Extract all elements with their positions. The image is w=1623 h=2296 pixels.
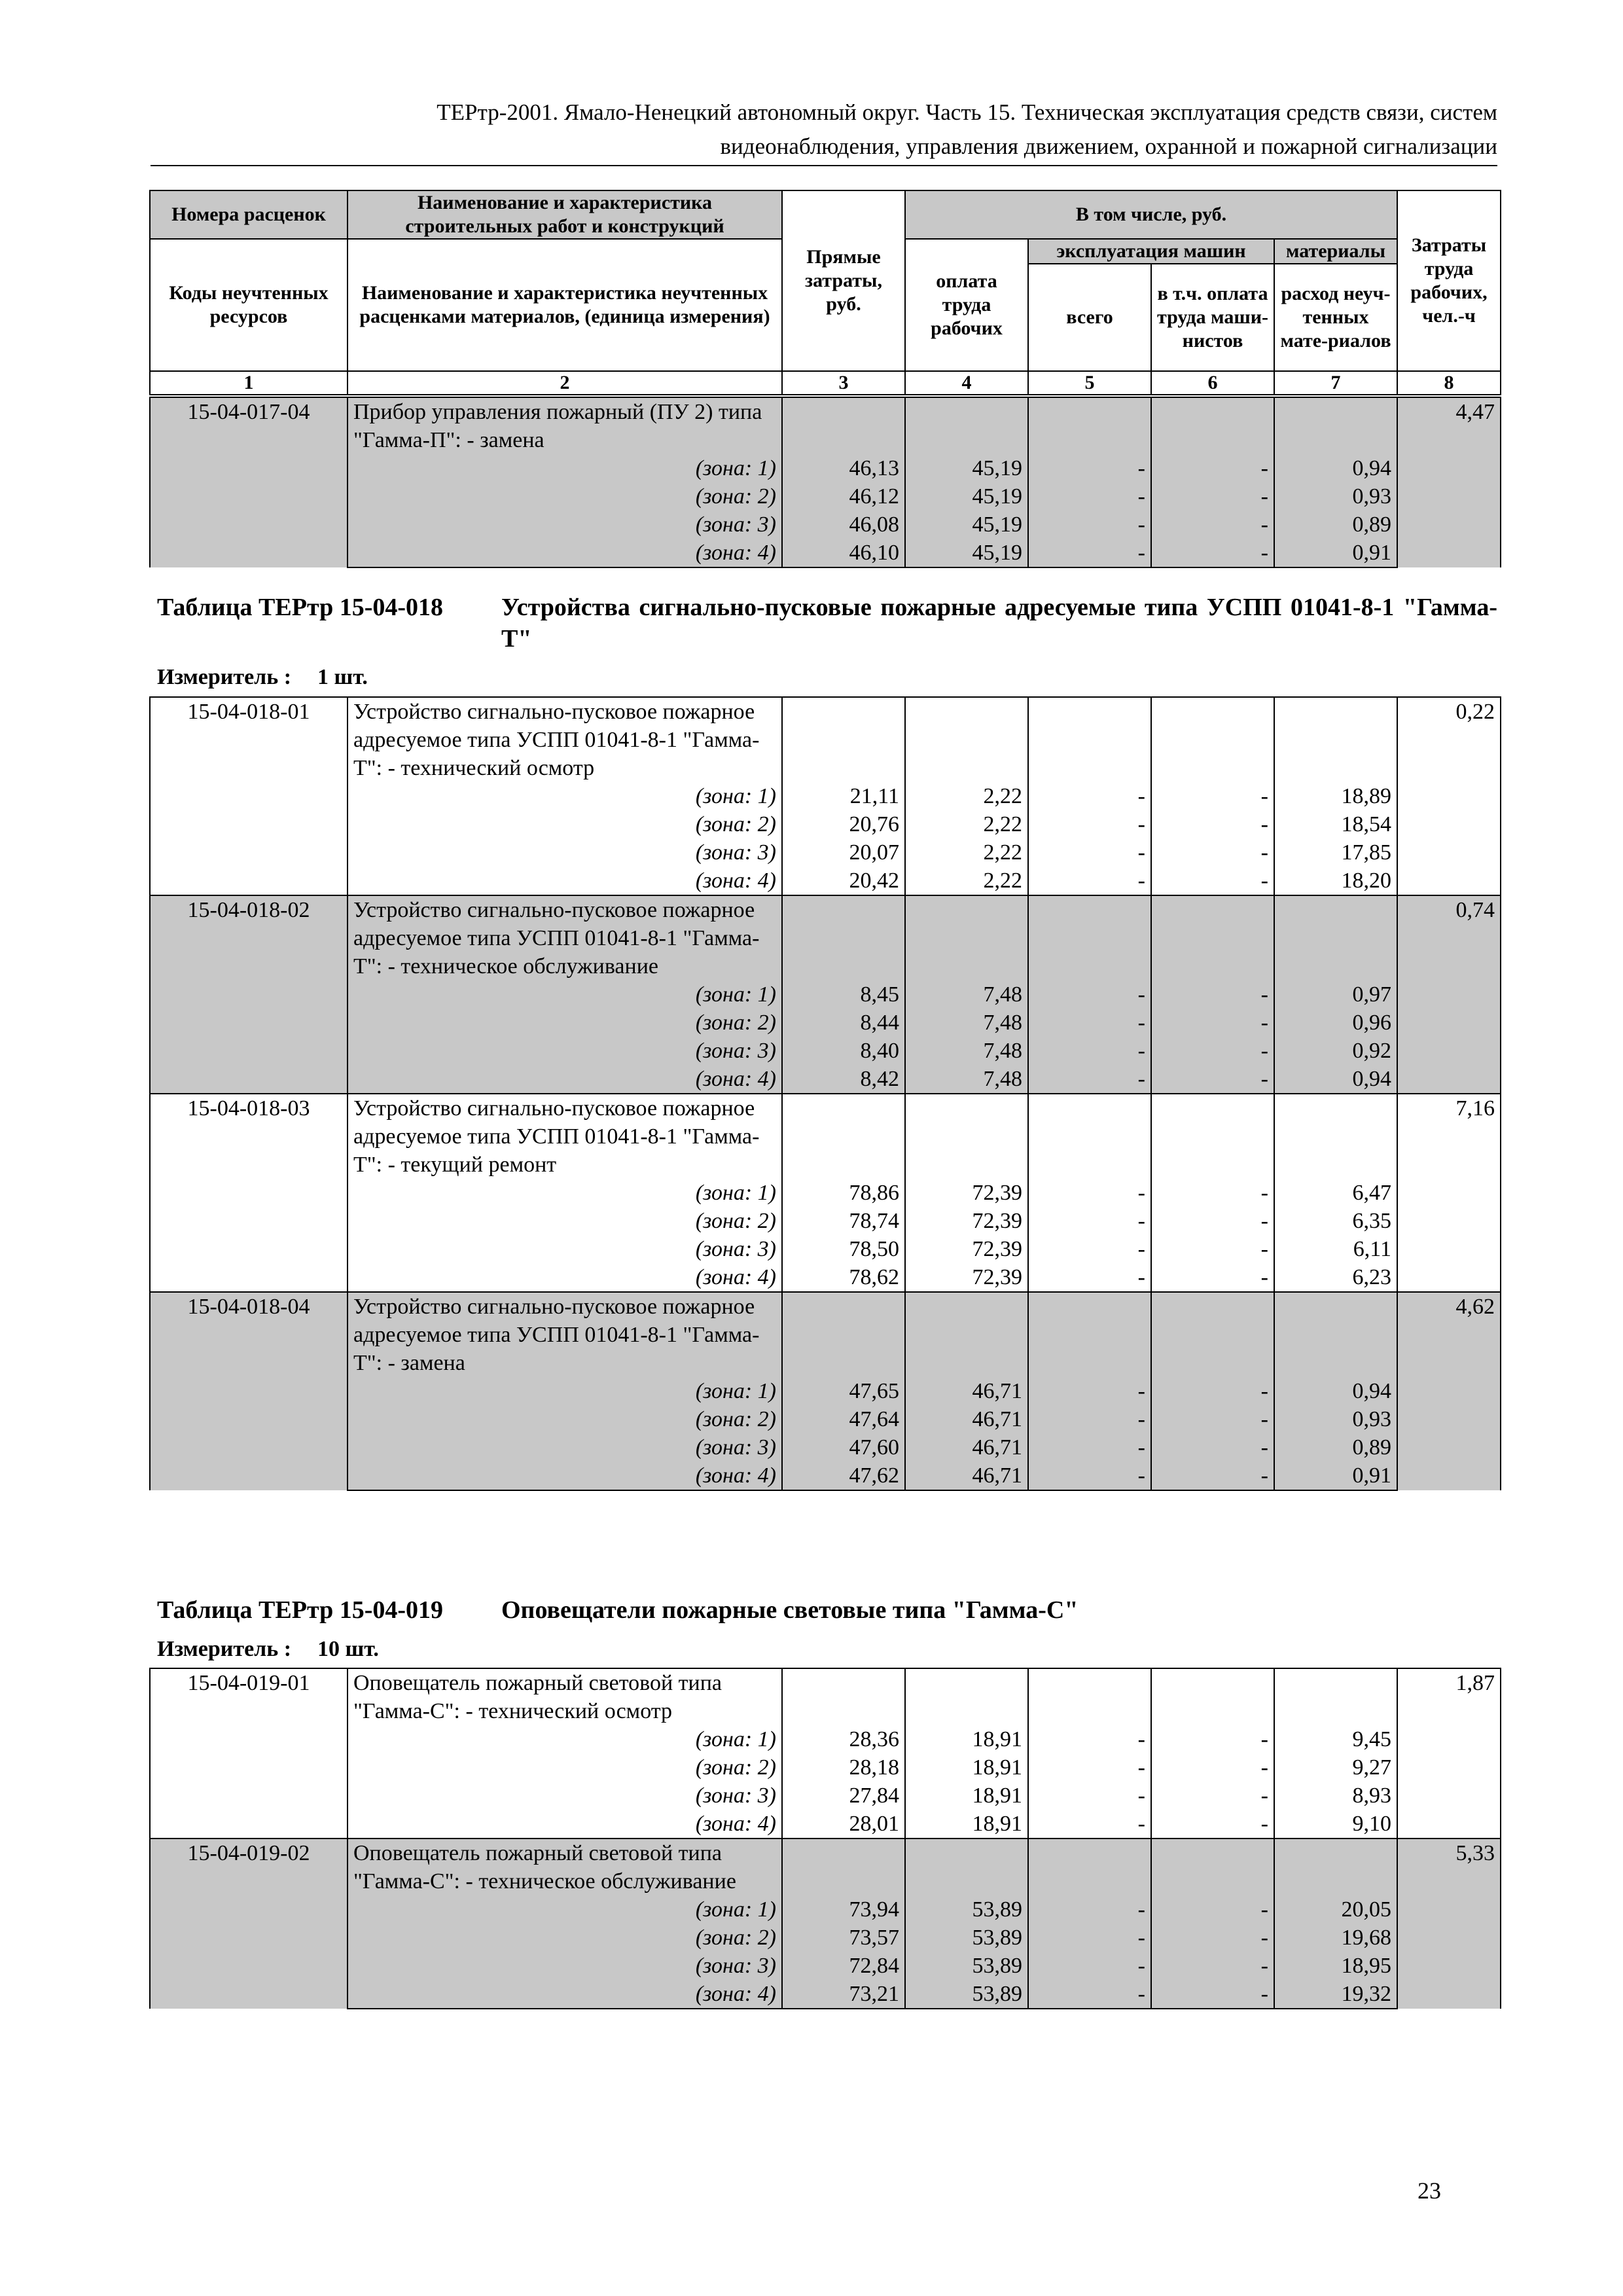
zone-label: (зона: 2) [348,1924,782,1952]
wage-cost: 45,19 [905,511,1028,539]
col-number: 6 [1151,371,1274,395]
col-codes-bottom: Коды неучтенных ресурсов [150,239,348,371]
table-019-name: Оповещатели пожарные световые типа "Гамма-С" [501,1596,1079,1624]
table-header-and-017 [149,190,1501,395]
wage-cost: 72,39 [905,1179,1028,1207]
machinist-wage-cost: - [1151,1037,1274,1065]
wage-cost: 72,39 [905,1207,1028,1235]
zone-label: (зона: 4) [348,1980,782,2009]
zone-label: (зона: 3) [348,838,782,867]
table-018-name: Устройства сигнально-пусковые пожарные адресуемые типа УСПП 01041-8-1 "Гамма-Т" [501,594,1497,653]
direct-cost: 73,21 [782,1980,905,2009]
machine-cost: - [1028,1009,1151,1037]
wage-cost: 2,22 [905,838,1028,867]
direct-cost: 78,62 [782,1263,905,1292]
labor-cost: 7,16 [1397,1094,1501,1292]
wage-cost: 18,91 [905,1782,1028,1810]
direct-cost: 47,64 [782,1405,905,1433]
machine-cost: - [1028,1433,1151,1462]
labor-cost: 5,33 [1397,1839,1501,2009]
zone-row [150,1810,1501,1839]
zone-label: (зона: 2) [348,1405,782,1433]
direct-cost: 47,65 [782,1377,905,1405]
zone-label: (зона: 3) [348,1433,782,1462]
machinist-wage-cost: - [1151,1782,1274,1810]
material-cost: 17,85 [1274,838,1397,867]
machinist-wage-cost: - [1151,1235,1274,1263]
col-direct: Прямые затраты, руб. [782,190,905,371]
wage-cost: 46,71 [905,1405,1028,1433]
material-cost: 6,23 [1274,1263,1397,1292]
direct-cost: 46,10 [782,539,905,567]
machinist-wage-cost: - [1151,511,1274,539]
col-number: 3 [782,371,905,395]
labor-cost: 4,62 [1397,1292,1501,1490]
machine-cost: - [1028,1725,1151,1753]
zone-row [150,1924,1501,1952]
machinist-wage-cost: - [1151,1753,1274,1782]
zone-row [150,1179,1501,1207]
zone-label: (зона: 4) [348,1462,782,1490]
header-line-2: видеонаблюдения, управления движением, охранной и пожарной сигнализации [720,134,1497,159]
col-materials: материалы [1274,239,1397,264]
machinist-wage-cost: - [1151,1207,1274,1235]
machine-cost: - [1028,838,1151,867]
zone-label: (зона: 2) [348,810,782,838]
table-019-number: Таблица ТЕРтр 15-04-019 [157,1596,444,1624]
zone-row [150,1263,1501,1292]
zone-row [150,1207,1501,1235]
measure-value: 10 шт. [317,1637,379,1661]
col-machines-total: всего [1028,264,1151,371]
work-description: Устройство сигнально-пусковое пожарное адресуемое типа УСПП 01041-8-1 "Гамма-Т": - технический осмотр [348,697,782,782]
col-number: 1 [150,371,348,395]
material-cost: 19,68 [1274,1924,1397,1952]
machinist-wage-cost: - [1151,1895,1274,1924]
machine-cost: - [1028,454,1151,482]
machinist-wage-cost: - [1151,867,1274,895]
zone-row [150,1782,1501,1810]
machine-cost: - [1028,1405,1151,1433]
table-017 [149,397,1501,568]
machinist-wage-cost: - [1151,1810,1274,1839]
direct-cost: 8,40 [782,1037,905,1065]
machine-cost: - [1028,1895,1151,1924]
measure-label: Измеритель : [157,665,292,689]
col-number: 4 [905,371,1028,395]
direct-cost: 28,36 [782,1725,905,1753]
col-machines: эксплуатация машин [1028,239,1274,264]
zone-row [150,1405,1501,1433]
zone-label: (зона: 4) [348,1810,782,1839]
material-cost: 19,32 [1274,1980,1397,2009]
zone-row [150,482,1501,511]
rate-code: 15-04-017-04 [150,397,348,567]
direct-cost: 73,57 [782,1924,905,1952]
direct-cost: 8,45 [782,980,905,1009]
direct-cost: 46,12 [782,482,905,511]
direct-cost: 20,07 [782,838,905,867]
zone-row [150,1037,1501,1065]
col-name-top: Наименование и характеристика строительных работ и конструкций [348,190,782,239]
zone-row [150,838,1501,867]
rate-code: 15-04-018-01 [150,697,348,895]
zone-label: (зона: 3) [348,511,782,539]
table-019-measure [157,1636,379,1662]
wage-cost: 46,71 [905,1377,1028,1405]
zone-row [150,1753,1501,1782]
zone-label: (зона: 1) [348,980,782,1009]
machinist-wage-cost: - [1151,1462,1274,1490]
material-cost: 0,93 [1274,482,1397,511]
material-cost: 8,93 [1274,1782,1397,1810]
work-description: Устройство сигнально-пусковое пожарное адресуемое типа УСПП 01041-8-1 "Гамма-Т": - замена [348,1292,782,1377]
wage-cost: 72,39 [905,1263,1028,1292]
material-cost: 6,47 [1274,1179,1397,1207]
work-description: Устройство сигнально-пусковое пожарное адресуемое типа УСПП 01041-8-1 "Гамма-Т": - техническое обслуживание [348,895,782,980]
zone-label: (зона: 1) [348,782,782,810]
machinist-wage-cost: - [1151,454,1274,482]
wage-cost: 2,22 [905,782,1028,810]
machinist-wage-cost: - [1151,1952,1274,1980]
machine-cost: - [1028,810,1151,838]
col-materials-unaccounted: расход неуч-тенных мате-риалов [1274,264,1397,371]
machinist-wage-cost: - [1151,1179,1274,1207]
col-wages: оплата труда рабочих [905,239,1028,371]
wage-cost: 2,22 [905,810,1028,838]
wage-cost: 18,91 [905,1753,1028,1782]
zone-label: (зона: 1) [348,1377,782,1405]
direct-cost: 8,42 [782,1065,905,1094]
zone-label: (зона: 2) [348,1753,782,1782]
machinist-wage-cost: - [1151,1263,1274,1292]
rate-code: 15-04-018-04 [150,1292,348,1490]
material-cost: 0,94 [1274,1065,1397,1094]
machinist-wage-cost: - [1151,1433,1274,1462]
machine-cost: - [1028,1207,1151,1235]
machine-cost: - [1028,1980,1151,2009]
work-description: Устройство сигнально-пусковое пожарное адресуемое типа УСПП 01041-8-1 "Гамма-Т": - текущий ремонт [348,1094,782,1179]
zone-row [150,1725,1501,1753]
direct-cost: 72,84 [782,1952,905,1980]
wage-cost: 45,19 [905,482,1028,511]
direct-cost: 47,60 [782,1433,905,1462]
material-cost: 6,11 [1274,1235,1397,1263]
material-cost: 18,54 [1274,810,1397,838]
work-description: Оповещатель пожарный световой типа "Гамма-С": - техническое обслуживание [348,1839,782,1895]
table-018-measure [157,664,368,691]
zone-row [150,1462,1501,1490]
zone-label: (зона: 3) [348,1235,782,1263]
wage-cost: 7,48 [905,1065,1028,1094]
material-cost: 0,91 [1274,1462,1397,1490]
material-cost: 18,89 [1274,782,1397,810]
zone-label: (зона: 3) [348,1952,782,1980]
material-cost: 0,94 [1274,454,1397,482]
zone-row [150,1065,1501,1094]
material-cost: 18,95 [1274,1952,1397,1980]
zone-row [150,810,1501,838]
wage-cost: 18,91 [905,1725,1028,1753]
direct-cost: 46,13 [782,454,905,482]
machine-cost: - [1028,1235,1151,1263]
machine-cost: - [1028,1377,1151,1405]
machinist-wage-cost: - [1151,539,1274,567]
machine-cost: - [1028,1782,1151,1810]
col-number: 7 [1274,371,1397,395]
work-description: Прибор управления пожарный (ПУ 2) типа "Гамма-П": - замена [348,397,782,454]
direct-cost: 8,44 [782,1009,905,1037]
zone-row [150,1980,1501,2009]
material-cost: 6,35 [1274,1207,1397,1235]
machine-cost: - [1028,782,1151,810]
machinist-wage-cost: - [1151,1980,1274,2009]
wage-cost: 7,48 [905,980,1028,1009]
col-incl: В том числе, руб. [905,190,1397,239]
machine-cost: - [1028,1462,1151,1490]
wage-cost: 46,71 [905,1462,1028,1490]
machinist-wage-cost: - [1151,482,1274,511]
wage-cost: 18,91 [905,1810,1028,1839]
material-cost: 0,89 [1274,511,1397,539]
wage-cost: 45,19 [905,539,1028,567]
zone-row [150,1377,1501,1405]
zone-row [150,1235,1501,1263]
wage-cost: 53,89 [905,1980,1028,2009]
material-cost: 0,93 [1274,1405,1397,1433]
wage-cost: 72,39 [905,1235,1028,1263]
zone-label: (зона: 2) [348,1009,782,1037]
labor-cost: 0,74 [1397,895,1501,1094]
measure-label: Измеритель : [157,1637,292,1661]
machine-cost: - [1028,1952,1151,1980]
machine-cost: - [1028,1179,1151,1207]
machine-cost: - [1028,1810,1151,1839]
material-cost: 0,91 [1274,539,1397,567]
direct-cost: 73,94 [782,1895,905,1924]
material-cost: 0,89 [1274,1433,1397,1462]
zone-row [150,1952,1501,1980]
direct-cost: 28,18 [782,1753,905,1782]
machinist-wage-cost: - [1151,810,1274,838]
zone-row [150,1433,1501,1462]
direct-cost: 78,50 [782,1235,905,1263]
zone-row [150,454,1501,482]
zone-row [150,539,1501,567]
table-018 [149,696,1501,1491]
zone-label: (зона: 3) [348,1782,782,1810]
zone-label: (зона: 1) [348,1725,782,1753]
direct-cost: 20,76 [782,810,905,838]
col-number: 5 [1028,371,1151,395]
machinist-wage-cost: - [1151,838,1274,867]
zone-label: (зона: 1) [348,454,782,482]
wage-cost: 46,71 [905,1433,1028,1462]
machinist-wage-cost: - [1151,1009,1274,1037]
machine-cost: - [1028,539,1151,567]
direct-cost: 28,01 [782,1810,905,1839]
work-description: Оповещатель пожарный световой типа "Гамма-С": - технический осмотр [348,1668,782,1725]
direct-cost: 21,11 [782,782,905,810]
direct-cost: 78,86 [782,1179,905,1207]
zone-label: (зона: 4) [348,539,782,567]
machine-cost: - [1028,1263,1151,1292]
zone-row [150,1895,1501,1924]
col-number: 2 [348,371,782,395]
zone-row [150,1009,1501,1037]
header-line-1: ТЕРтр-2001. Ямало-Ненецкий автономный округ. Часть 15. Техническая эксплуатация средств связи, систем [437,99,1497,125]
machinist-wage-cost: - [1151,1725,1274,1753]
rate-code: 15-04-018-02 [150,895,348,1094]
zone-label: (зона: 4) [348,1065,782,1094]
rate-code: 15-04-019-01 [150,1668,348,1839]
machinist-wage-cost: - [1151,1065,1274,1094]
table-018-number: Таблица ТЕРтр 15-04-018 [157,594,444,621]
wage-cost: 53,89 [905,1924,1028,1952]
machine-cost: - [1028,1065,1151,1094]
zone-label: (зона: 4) [348,1263,782,1292]
machine-cost: - [1028,482,1151,511]
wage-cost: 45,19 [905,454,1028,482]
wage-cost: 7,48 [905,1009,1028,1037]
rate-code: 15-04-019-02 [150,1839,348,2009]
material-cost: 9,45 [1274,1725,1397,1753]
material-cost: 9,27 [1274,1753,1397,1782]
zone-label: (зона: 2) [348,482,782,511]
material-cost: 9,10 [1274,1810,1397,1839]
zone-row [150,511,1501,539]
col-machines-wages: в т.ч. оплата труда маши-нистов [1151,264,1274,371]
zone-row [150,782,1501,810]
zone-row [150,867,1501,895]
zone-label: (зона: 2) [348,1207,782,1235]
machine-cost: - [1028,867,1151,895]
wage-cost: 53,89 [905,1895,1028,1924]
machinist-wage-cost: - [1151,1924,1274,1952]
page-number: 23 [1418,2178,1441,2204]
material-cost: 0,92 [1274,1037,1397,1065]
table-018-title [157,592,1497,657]
wage-cost: 2,22 [905,867,1028,895]
machine-cost: - [1028,1037,1151,1065]
zone-label: (зона: 3) [348,1037,782,1065]
machine-cost: - [1028,1924,1151,1952]
material-cost: 0,94 [1274,1377,1397,1405]
labor-cost: 0,22 [1397,697,1501,895]
direct-cost: 20,42 [782,867,905,895]
machine-cost: - [1028,511,1151,539]
rate-code: 15-04-018-03 [150,1094,348,1292]
machinist-wage-cost: - [1151,782,1274,810]
direct-cost: 27,84 [782,1782,905,1810]
wage-cost: 53,89 [905,1952,1028,1980]
machinist-wage-cost: - [1151,1377,1274,1405]
document-header [151,96,1497,166]
material-cost: 0,97 [1274,980,1397,1009]
col-codes-top: Номера расценок [150,190,348,239]
col-name-bottom: Наименование и характеристика неучтенных расценками материалов, (единица измерения) [348,239,782,371]
direct-cost: 78,74 [782,1207,905,1235]
direct-cost: 47,62 [782,1462,905,1490]
zone-row [150,980,1501,1009]
labor-cost: 4,47 [1397,397,1501,567]
col-number: 8 [1397,371,1501,395]
wage-cost: 7,48 [905,1037,1028,1065]
machinist-wage-cost: - [1151,1405,1274,1433]
material-cost: 20,05 [1274,1895,1397,1924]
table-019-title [157,1594,1497,1627]
measure-value: 1 шт. [317,665,368,689]
material-cost: 18,20 [1274,867,1397,895]
zone-label: (зона: 1) [348,1179,782,1207]
table-019 [149,1668,1501,2009]
machine-cost: - [1028,980,1151,1009]
col-labor: Затраты труда рабочих, чел.-ч [1397,190,1501,371]
machine-cost: - [1028,1753,1151,1782]
material-cost: 0,96 [1274,1009,1397,1037]
zone-label: (зона: 4) [348,867,782,895]
machinist-wage-cost: - [1151,980,1274,1009]
direct-cost: 46,08 [782,511,905,539]
labor-cost: 1,87 [1397,1668,1501,1839]
zone-label: (зона: 1) [348,1895,782,1924]
